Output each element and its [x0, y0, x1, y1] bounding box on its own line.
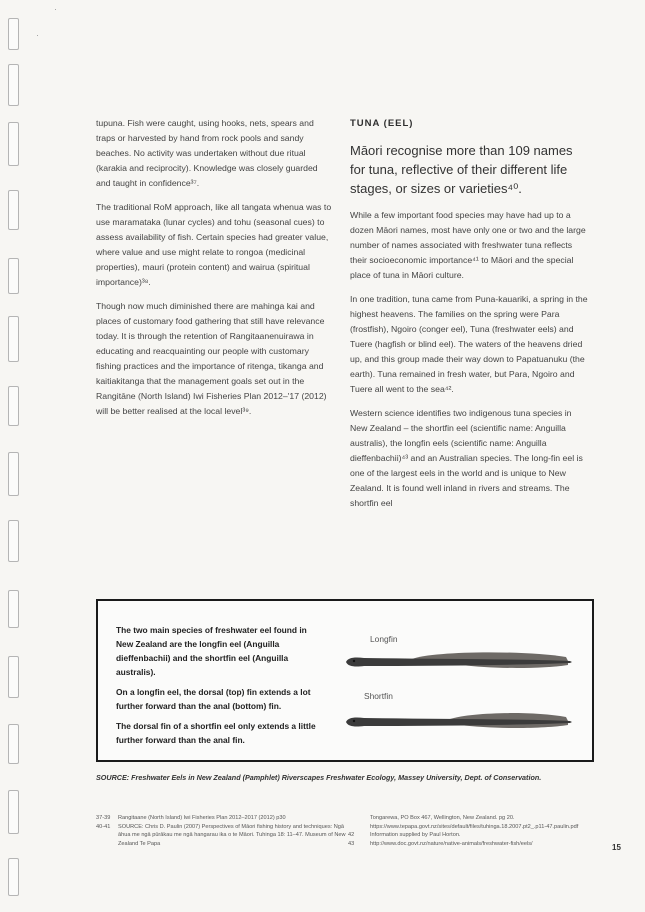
body-paragraph: Though now much diminished there are mahinga kai and places of customary food gathering that still have relevance today. It is through the retention of Rangitaanenuirawa in educating and reacquainting our people with customary fishing practices and the importance of ritenga, tikanga and kaitiakitanga that the management goals set out in the Rangitāne (North Island) Iwi Fisheries Plan 2012–'17 (2012) will be better realised at the local level³⁹.	[96, 301, 327, 416]
binder-hole	[8, 18, 19, 50]
body-paragraph: tupuna. Fish were caught, using hooks, nets, spears and traps or harvested by hand from rock pools and sandy beaches. No activity was undertaken without due ritual (karakia and reciprocity). Knowledge was closely guarded and taught in confidence³⁷.	[96, 118, 318, 188]
footnote-number	[348, 814, 370, 831]
speck-mark: ·	[36, 30, 39, 40]
footnote-number: 42	[348, 832, 355, 839]
page-number: 15	[612, 843, 621, 852]
body-paragraph: While a few important food species may have had up to a dozen Māori names, most have only one or two and the large number of names associated with freshwater tuna reflects their socioeconomic importance⁴¹ to Māori and the special place of tuna in Māori culture.	[350, 210, 586, 280]
section-heading: TUNA (EEL)	[350, 118, 414, 129]
eel-info-box	[96, 599, 594, 762]
right-column	[350, 116, 590, 520]
footnote-text: Tongarewa, PO Box 467, Wellington, New Zealand. pg 20. https://www.tepapa.govt.nz/sites/default/files/tuhinga.18.2007.pt2_.p11-47.paulin.pdf	[370, 815, 579, 830]
binder-hole	[8, 520, 19, 562]
footnote	[96, 823, 358, 849]
binder-edge	[6, 0, 24, 912]
binder-hole	[8, 656, 19, 698]
binder-hole	[8, 858, 19, 896]
longfin-label: Longfin	[370, 634, 398, 644]
footnote	[348, 814, 598, 831]
footnote	[348, 831, 598, 840]
binder-hole	[8, 386, 19, 426]
shortfin-label: Shortfin	[364, 691, 393, 701]
footnotes-right	[348, 814, 598, 848]
footnote-text: http://www.doc.govt.nz/nature/native-animals/freshwater-fish/eels/	[370, 840, 533, 847]
footnote	[348, 840, 598, 849]
left-column	[96, 116, 332, 428]
eel-box-paragraph: The dorsal fin of a shortfin eel only extends a little further forward than the anal fin.	[116, 721, 316, 745]
binder-hole	[8, 122, 19, 166]
body-paragraph: In one tradition, tuna came from Puna-kauariki, a spring in the highest heavens. The families on the spring were Para (frostfish), Ngoiro (conger eel), Tuna (freshwater eels) and Tuere (hagfish or blind eel). The waters of the heavens dried up, and this group made their way down to Papatuanuku (the earth). Tuna remained in fresh water, but Para, Ngoiro and Tuere all went to the sea⁴².	[350, 294, 588, 394]
eel-box-paragraph: The two main species of freshwater eel found in New Zealand are the longfin eel (Anguilla dieffenbachii) and the shortfin eel (Anguilla australis).	[116, 625, 307, 677]
shortfin-eel-illustration	[342, 709, 574, 735]
binder-hole	[8, 724, 19, 764]
body-paragraph: The traditional RoM approach, like all tangata whenua was to use maramataka (lunar cycles) and tohu (seasonal cues) to assess availability of fish. Certain species had greater value, where value and use might relate to rongoa (medicinal properties), mauri (protein content) and wairua (spiritual importance)³⁸.	[96, 202, 332, 287]
footnote-text: SOURCE: Chris D. Paulin (2007) Perspectives of Māori fishing history and techniques: Ngā āhua me ngā pūrākau me ngā hangarau ika o te Māori. Tuhinga 18: 11–47. Museum of New Zealand Te Papa	[118, 823, 346, 847]
footnotes-left	[96, 814, 358, 848]
source-note: SOURCE: Freshwater Eels in New Zealand (Pamphlet) Riverscapes Freshwater Ecology, Massey University, Dept. of Conservation.	[96, 773, 542, 782]
binder-hole	[8, 64, 19, 106]
binder-hole	[8, 316, 19, 362]
longfin-eel-illustration	[342, 649, 574, 675]
footnote-number: 40-41	[96, 823, 111, 830]
footnote	[96, 814, 358, 823]
binder-hole	[8, 190, 19, 230]
footnote-text: Information supplied by Paul Horton.	[370, 832, 461, 839]
footnote-number: 43	[348, 840, 355, 847]
speck-mark: ·	[54, 4, 57, 14]
binder-hole	[8, 452, 19, 496]
eel-box-paragraph: On a longfin eel, the dorsal (top) fin extends a lot further forward than the anal (bottom) fin.	[116, 687, 311, 711]
body-paragraph: Western science identifies two indigenous tuna species in New Zealand – the shortfin eel (scientific name: Anguilla australis), the longfin eels (scientific name: Anguilla dieffenbachii)⁴³ and an Australian species. The long-fin eel is one of the largest eels in the world and is unique to New Zealand. It is found well inland in rivers and streams. The shortfin eel	[350, 408, 583, 508]
binder-hole	[8, 790, 19, 834]
pull-quote: Māori recognise more than 109 names for tuna, reflective of their different life stages, or sizes or varieties⁴⁰.	[350, 143, 573, 196]
binder-hole	[8, 258, 19, 294]
footnote-number: 37-39	[96, 815, 111, 821]
binder-hole	[8, 590, 19, 628]
eel-box-text	[116, 623, 324, 753]
footnote-text: Rangitaane (North Island) Iwi Fisheries Plan 2012–2017 (2012) p30	[118, 815, 286, 821]
